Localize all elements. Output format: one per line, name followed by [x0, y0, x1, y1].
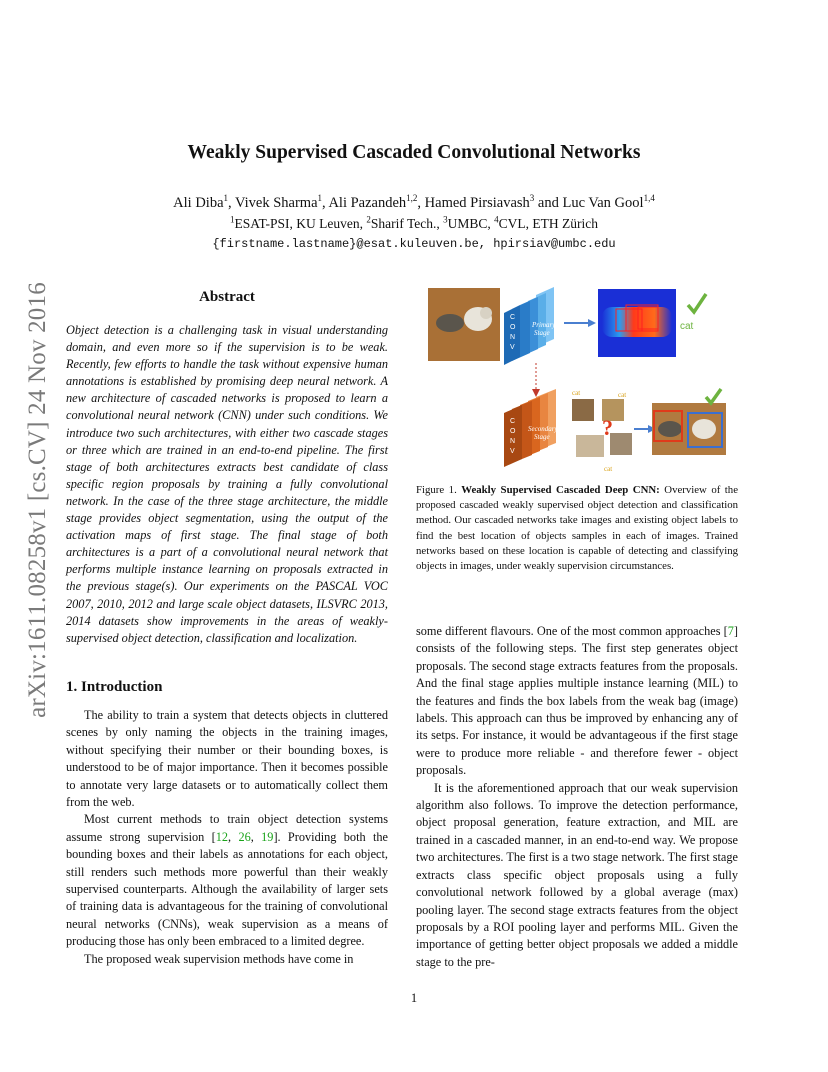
affiliation: CVL, ETH Zürich	[498, 216, 599, 231]
citation-link[interactable]: 12	[215, 829, 229, 844]
conv-letter: C	[510, 418, 516, 425]
abstract-heading: Abstract	[199, 289, 255, 305]
citation-separator: ,	[228, 829, 239, 844]
paragraph	[416, 623, 738, 780]
affiliation: ESAT-PSI, KU Leuven,	[234, 216, 367, 231]
citation-link[interactable]: 19	[261, 829, 274, 844]
cat-label: cat	[572, 389, 581, 397]
affil-mark: 3	[443, 214, 448, 225]
affil-mark: 4	[494, 214, 499, 225]
citation-link[interactable]: 26	[238, 829, 251, 844]
intro-right-column	[416, 623, 738, 971]
affil-mark: 2	[366, 214, 371, 225]
cat-label: cat	[604, 465, 613, 473]
citation-link[interactable]: 7	[727, 624, 734, 638]
paragraph: It is the aforementioned approach that our weak supervision algorithm also follows. To improve the detection performance, object proposal generation, feature extraction, and MIL are trained in a cascaded manner, in an end-to-end way. We propose two architectures. The first is a two stage network. The first stage extracts class specific object proposals using a fully convolutional network followed by a global average (max) pooling layer. The second stage extracts features from the object proposals by a ROI pooling layer and performs MIL. Given the importance of getting better object proposals we added a middle stage to the pre-	[416, 780, 738, 969]
author-name: Luc Van Gool	[562, 195, 644, 211]
cat-label: cat	[680, 321, 694, 332]
figure-caption-title: Weakly Supervised Cascaded Deep CNN:	[461, 484, 660, 496]
affiliation: Sharif Tech.,	[370, 216, 444, 231]
conv-letter: O	[510, 324, 516, 331]
check-icon	[706, 389, 721, 403]
secondary-stage-label: Secondary	[528, 425, 558, 433]
figure-1	[416, 283, 738, 473]
paragraph: The ability to train a system that detects objects in cluttered scenes by only naming the objects in the training images, without specifying their number or their bounding boxes, is understood to be of major importance. Then it becomes possible to annotate very large datasets or to automatically collect them from the web.	[66, 708, 388, 810]
author-name: Ali Diba	[173, 195, 224, 211]
paragraph-text: Most current methods to train object detection systems assume strong supervision [	[66, 812, 388, 844]
abstract-text: Object detection is a challenging task in visual understanding domain, and even more so if the supervision is to be weak. Recently, few efforts to handle the task without expensive human annotations is established by promising deep neural network. A new architecture of cascaded networks is proposed to learn a convolutional neural network (CNN) under such conditions. We introduce two such architectures, with either two cascade stages or three which are trained in an end-to-end pipeline. The first stage of both architectures extracts best candidate of class specific region proposals by training a fully convolutional network. In the case of the three stage architecture, the middle stage provides object segmentation, using the output of the activation maps of first stage. The final stage of both architectures is a part of a convolutional neural network that performs multiple instance learning on proposals extracted in the previous stage(s). Our experiments on the PASCAL VOC 2007, 2010, 2012 and large scale object datasets, ILSVRC 2013, 2014 datasets show improvements in the areas of weakly-supervised object detection, classification and localization.	[66, 323, 388, 645]
contact-emails: {firstname.lastname}@esat.kuleuven.be, hpirsiav@umbc.edu	[212, 237, 616, 251]
secondary-conv-block	[504, 389, 558, 467]
secondary-stage-label: Stage	[534, 433, 550, 441]
author-separator: ,	[228, 195, 236, 211]
author-separator: and	[534, 195, 563, 211]
author-name: Ali Pazandeh	[328, 195, 407, 211]
figure-label: Figure 1.	[416, 484, 457, 496]
primary-stage-label: Stage	[534, 329, 550, 337]
question-mark: ?	[602, 415, 613, 440]
check-icon	[688, 294, 706, 312]
section-heading-introduction: 1. Introduction	[66, 679, 163, 695]
cat-label: cat	[618, 391, 627, 399]
author-affil-mark: 3	[529, 193, 535, 204]
figure-diagram	[416, 283, 738, 473]
paragraph-text: some different flavours. One of the most common approaches [	[416, 624, 728, 638]
input-image	[428, 288, 500, 361]
figure-caption	[416, 483, 738, 574]
author-list	[0, 195, 828, 212]
author-separator: ,	[322, 195, 329, 211]
affiliations	[0, 216, 828, 232]
final-detection	[652, 403, 726, 455]
affil-mark: 1	[229, 214, 235, 225]
author-name: Vivek Sharma	[235, 195, 318, 211]
author-affil-mark: 1,2	[406, 193, 418, 204]
primary-stage-label: Primary	[532, 321, 556, 329]
conv-letter: O	[510, 428, 516, 435]
conv-letter: C	[510, 314, 516, 321]
paragraph-text: ] consists of the following steps. The first step generates object proposals. The second stage extracts features from the proposals. And the final stage applies multiple instance learning (MIL) to the features and finds the box labels from the weak bag (image) labels. This approach can thus be improved by enhancing any of its setps. For instance, it would be advantageous if the first stage were to produce more reliable - and therefore fewer - object proposals.	[416, 624, 738, 778]
conv-letter: V	[510, 448, 515, 455]
conv-letter: N	[510, 438, 516, 445]
author-name: Hamed Pirsiavash	[424, 195, 530, 211]
proposal-crops	[572, 389, 632, 473]
paper-title: Weakly Supervised Cascaded Convolutional Networks	[187, 142, 641, 163]
author-affil-mark: 1	[317, 193, 322, 204]
author-separator: ,	[417, 195, 425, 211]
figure-caption-text: Overview of the proposed cascaded weakly supervised object detection and classification method. Our cascaded networks take images and existing object labels to find the best location of objects samples in each of images. Trained networks based on these location is capable of detecting and classifying objects in images, under weakly supervision circumstances.	[416, 484, 738, 573]
conv-letter: V	[510, 344, 515, 351]
citation-separator: ,	[250, 829, 262, 844]
author-affil-mark: 1,4	[643, 193, 655, 204]
page-number: 1	[410, 991, 418, 1005]
conv-letter: N	[510, 334, 516, 341]
affiliation: UMBC,	[447, 216, 495, 231]
arxiv-identifier: arXiv:1611.08258v1 [cs.CV] 24 Nov 2016	[24, 282, 51, 718]
author-affil-mark: 1	[223, 193, 229, 204]
activation-heatmap	[598, 289, 676, 357]
paragraph-text: ]. Providing both the bounding boxes and their labels as annotations for each object, still renders such methods more powerful than their weakly supervised counterparts. Although the availability of larger sets of training data is advantageous for the training of convolutional neural networks (CNNs), weak supervision as a means of producing those has only been embraced to a limited degree.	[66, 829, 388, 949]
paragraph	[66, 811, 388, 950]
paragraph: The proposed weak supervision methods have come in	[84, 951, 354, 966]
intro-left-column	[66, 707, 388, 968]
primary-conv-block	[504, 287, 556, 365]
